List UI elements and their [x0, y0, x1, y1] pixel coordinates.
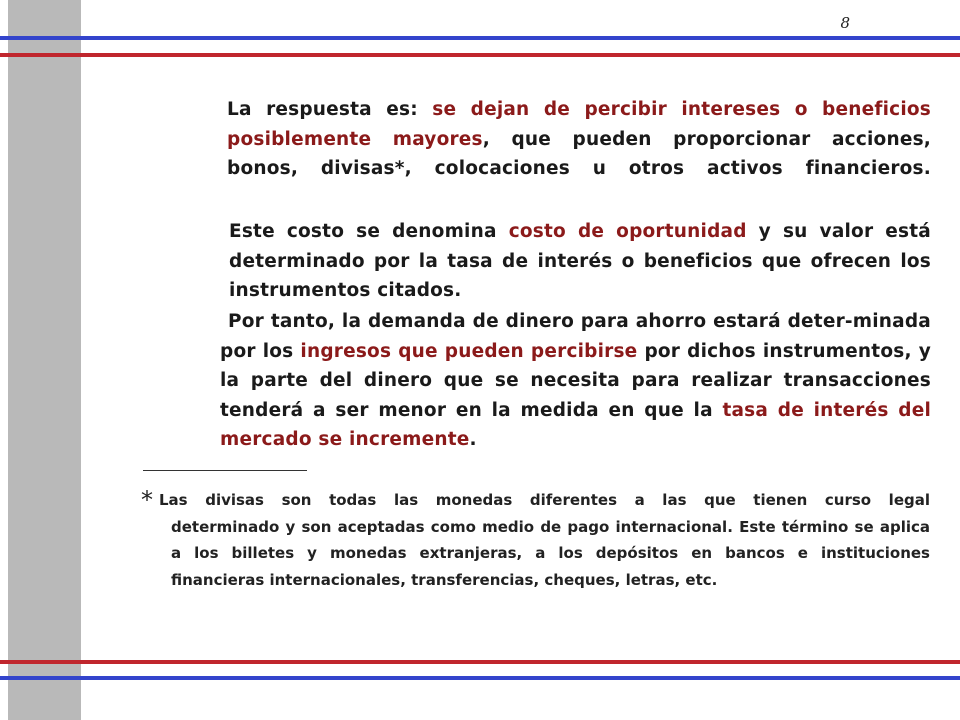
- footnote-rest-text: determinado y son aceptadas como medio de pago internacional. Este término se aplica a los billetes y monedas extranjeras, a los depósitos en bancos e instituciones financieras internacionales, transferencias, cheques, letras, etc.: [171, 517, 930, 589]
- footnote-marker: *: [141, 486, 153, 514]
- paragraph-opportunity-highlight: costo de oportunidad: [508, 221, 747, 242]
- page-number: 8: [840, 14, 850, 32]
- bottom-red-rule: [0, 660, 960, 664]
- paragraph-money-demand-end: .: [469, 429, 477, 450]
- footnote: [141, 487, 930, 593]
- paragraph-money-demand-highlight-income: ingresos que pueden percibirse: [300, 340, 638, 362]
- paragraph-opportunity-cost: [229, 217, 931, 306]
- top-blue-rule: [0, 36, 960, 40]
- paragraph-answer-lead: La respuesta es:: [227, 99, 418, 120]
- paragraph-money-demand-body: [220, 307, 931, 455]
- paragraph-answer-rest: , que pueden proporcionar acciones, bonos, divisas*, colocaciones u otros activos financieros.: [227, 128, 932, 179]
- paragraph-opportunity-rest: y su valor está determinado por la tasa de interés o beneficios que ofrecen los instrumentos citados.: [229, 221, 931, 301]
- top-red-rule: [0, 53, 960, 57]
- left-side-bar: [8, 0, 81, 720]
- footnote-first-text: Las divisas son todas las monedas diferentes a las que tienen curso legal: [159, 491, 930, 509]
- paragraph-answer-highlight: se dejan de percibir intereses o beneficios posiblemente mayores: [227, 99, 931, 150]
- footnote-first-line: [141, 487, 930, 514]
- footnote-separator: [143, 470, 307, 471]
- paragraph-opportunity-lead: Este costo se denomina: [229, 221, 497, 242]
- paragraph-money-demand: [220, 307, 931, 455]
- paragraph-answer-first-line: [227, 95, 931, 184]
- paragraph-money-demand-lead: Por tanto, la demanda de dinero para ahorro estará deter-minada por los: [220, 311, 931, 362]
- paragraph-answer: [229, 95, 931, 184]
- bottom-blue-rule: [0, 676, 960, 680]
- paragraph-money-demand-highlight-rate: tasa de interés del mercado se incremente: [220, 399, 931, 450]
- paragraph-money-demand-middle: por dichos instrumentos, y la parte del dinero que se necesita para realizar transacciones tenderá a ser menor en la medida en que la: [220, 340, 931, 421]
